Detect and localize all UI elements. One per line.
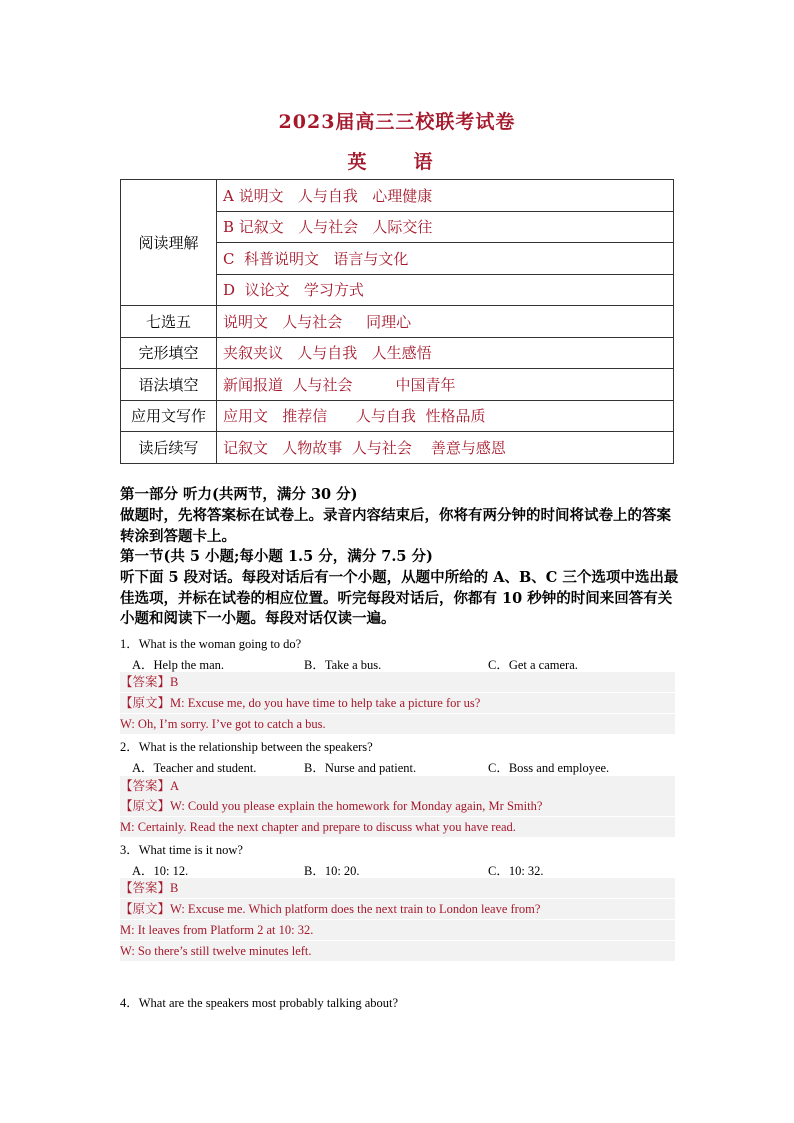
option-a: A．Teacher and student. <box>132 761 257 775</box>
value-cell: B 记叙文 人与社会 人际交往 <box>217 211 674 243</box>
script-line: 【原文】W: Could you please explain the homework for Monday again, Mr Smith? <box>120 796 675 816</box>
script-line: M: Certainly. Read the next chapter and prepare to discuss what you have read. <box>120 817 675 837</box>
question-options <box>132 861 672 879</box>
answer-line: 【答案】A <box>120 776 675 796</box>
option-b: B．Take a bus. <box>304 658 382 672</box>
question-options <box>132 758 672 776</box>
value-cell: D 议论文 学习方式 <box>217 274 674 306</box>
value-cell: 应用文 推荐信 人与自我 性格品质 <box>217 400 674 432</box>
question-options <box>132 655 672 673</box>
table-row <box>121 306 674 338</box>
part1-intro: 做题时，先将答案标在试卷上。录音内容结束后，你将有两分钟的时间将试卷上的答案转涂到答题卡上。 <box>120 507 671 545</box>
option-c: C．Get a camera. <box>488 658 578 672</box>
script-line: M: It leaves from Platform 2 at 10: 32. <box>120 920 675 940</box>
category-cell: 应用文写作 <box>121 400 217 432</box>
script-line: 【原文】M: Excuse me, do you have time to help take a picture for us? <box>120 693 675 713</box>
subject-title: 英 语 <box>347 151 447 173</box>
value-cell: 说明文 人与社会 同理心 <box>217 306 674 338</box>
part1-heading: 第一部分 听力(共两节，满分 30 分) <box>120 486 358 503</box>
table-row <box>121 432 674 464</box>
table-row <box>121 400 674 432</box>
answer-line: 【答案】B <box>120 878 675 898</box>
script-line: W: Oh, I’m sorry. I’ve got to catch a bus. <box>120 714 675 734</box>
table-row <box>121 180 674 212</box>
category-cell: 完形填空 <box>121 337 217 369</box>
value-cell: A 说明文 人与自我 心理健康 <box>217 180 674 212</box>
value-cell: 记叙文 人物故事 人与社会 善意与感恩 <box>217 432 674 464</box>
option-b: B．Nurse and patient. <box>304 761 417 775</box>
script-line: 【原文】W: Excuse me. Which platform does the next train to London leave from? <box>120 899 675 919</box>
content-summary-table <box>120 179 674 464</box>
question-stem: 1．What is the woman going to do? <box>120 637 302 651</box>
section1-heading: 第一节(共 5 小题;每小题 1.5 分，满分 7.5 分) <box>120 548 433 565</box>
category-cell: 语法填空 <box>121 369 217 401</box>
option-c: C．10: 32. <box>488 864 544 878</box>
option-b: B．10: 20. <box>304 864 360 878</box>
option-a: A．10: 12. <box>132 864 189 878</box>
section1-intro: 听下面 5 段对话。每段对话后有一个小题，从题中所给的 A、B、C 三个选项中选出最佳选项，并标在试卷的相应位置。听完每段对话后，你都有 10 秒钟的时间来回答有关小题和阅读下一小题。每段对话仅读一遍。 <box>120 569 679 627</box>
exam-title: 2023届高三三校联考试卷 <box>278 111 516 133</box>
category-cell: 七选五 <box>121 306 217 338</box>
answer-line: 【答案】B <box>120 672 675 692</box>
question-stem: 2．What is the relationship between the speakers? <box>120 740 373 754</box>
question-stem: 4．What are the speakers most probably talking about? <box>120 996 399 1010</box>
value-cell: C 科普说明文 语言与文化 <box>217 243 674 275</box>
category-cell: 读后续写 <box>121 432 217 464</box>
option-c: C．Boss and employee. <box>488 761 610 775</box>
table-row <box>121 369 674 401</box>
script-line: W: So there’s still twelve minutes left. <box>120 941 675 961</box>
question-stem: 3．What time is it now? <box>120 843 243 857</box>
value-cell: 夹叙夹议 人与自我 人生感悟 <box>217 337 674 369</box>
category-cell: 阅读理解 <box>121 180 217 306</box>
table-row <box>121 337 674 369</box>
value-cell: 新闻报道 人与社会 中国青年 <box>217 369 674 401</box>
option-a: A．Help the man. <box>132 658 224 672</box>
